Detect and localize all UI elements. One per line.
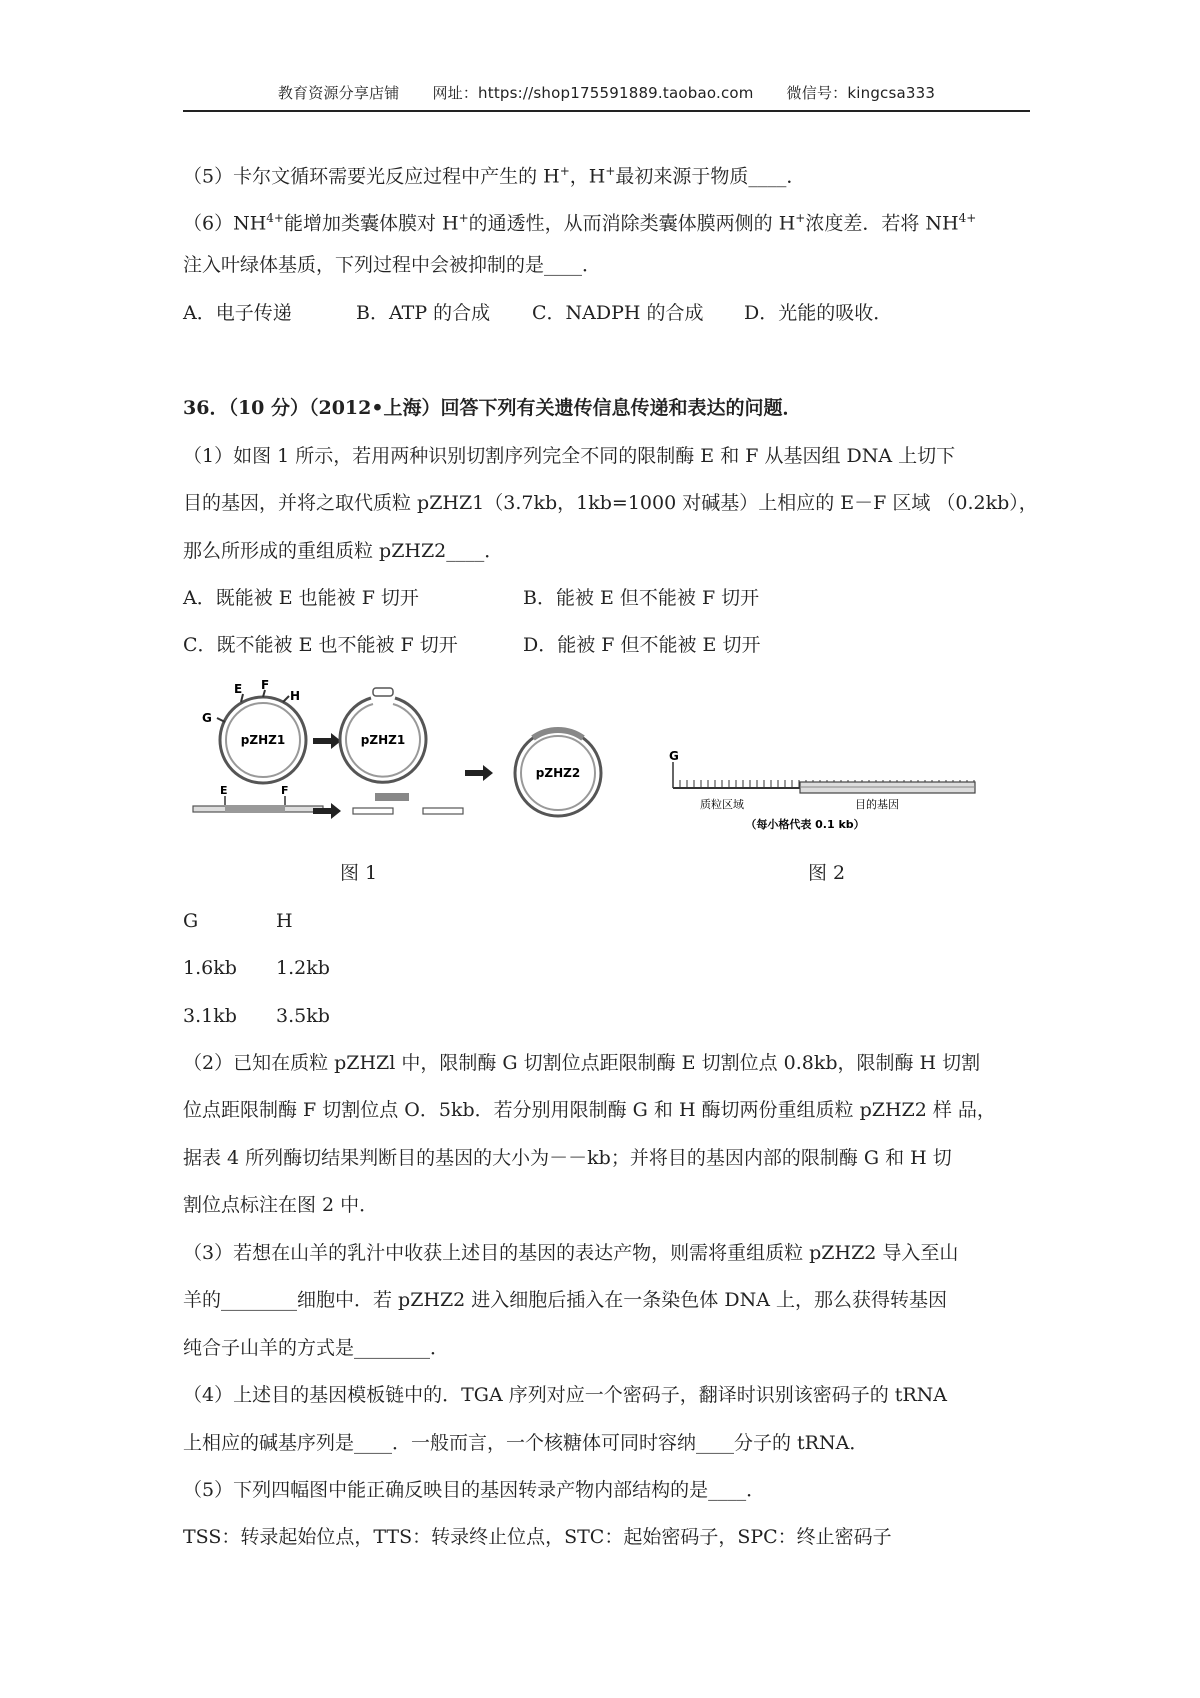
q35-option-d: D．光能的吸收．: [744, 302, 893, 324]
q36-part5-line2: TSS：转录起始位点，TTS：转录终止位点，STC：起始密码子，SPC：终止密码子: [183, 1526, 892, 1548]
figure-1: [183, 680, 683, 840]
q36-option-a: A．既能被 E 也能被 F 切开: [183, 587, 419, 609]
fig1-label-f: F: [261, 680, 270, 692]
q36-option-b: B．能被 E 但不能被 F 切开: [523, 587, 760, 609]
q35-option-b: B．ATP 的合成: [356, 302, 491, 324]
q36-part4-line2: 上相应的碱基序列是____．一般而言，一个核糖体可同时容纳____分子的 tRNA．: [183, 1432, 869, 1454]
q36-part1-line1: （1）如图 1 所示，若用两种识别切割序列完全不同的限制酶 E 和 F 从基因组 DNA 上切下: [183, 445, 956, 467]
fig1-dna-label-f: F: [281, 784, 289, 797]
q36-part3-line1: （3）若想在山羊的乳汁中收获上述目的基因的表达产物，则需将重组质粒 pZHZ2 导入至山: [183, 1242, 959, 1264]
q36-part5-line1: （5）下列四幅图中能正确反映目的基因转录产物内部结构的是____．: [183, 1479, 766, 1501]
figure-2-caption: 图 2: [808, 862, 846, 884]
q36-option-c: C．既不能被 E 也不能被 F 切开: [183, 634, 458, 656]
figure-1-caption: 图 1: [340, 862, 378, 884]
q35-option-c: C．NADPH 的合成: [532, 302, 704, 324]
fig1-dna-label-e: E: [220, 784, 228, 797]
q36-part3-line2: 羊的________细胞中．若 pZHZ2 进入细胞后插入在一条染色体 DNA 上，那么获得转基因: [183, 1289, 947, 1311]
arrow-1: [313, 733, 341, 749]
q36-part2-line4: 割位点标注在图 2 中．: [183, 1194, 379, 1216]
table-row: 1.6kb 1.2kb: [183, 957, 330, 979]
q36-part1-line3: 那么所形成的重组质粒 pZHZ2____．: [183, 540, 504, 562]
q36-options-row2: [183, 632, 760, 658]
fig1-label-g: G: [202, 711, 212, 725]
q36-title: 36．（10 分）（2012•上海）回答下列有关遗传信息传递和表达的问题．: [183, 397, 802, 419]
q35-option-a: A．电子传递: [183, 302, 292, 324]
q36-part1-line2: 目的基因，并将之取代质粒 pZHZ1（3.7kb，1kb=1000 对碱基）上相应的 E－F 区域 （0.2kb），: [183, 492, 1038, 514]
plasmid-pzhz2-label: pZHZ2: [535, 766, 581, 780]
page-header: [183, 82, 1030, 103]
fig2-region-plasmid: 质粒区域: [700, 798, 744, 811]
plasmid-pzhz1-opened-label: pZHZ1: [360, 733, 406, 747]
q36-part2-line1: （2）已知在质粒 pZHZl 中，限制酶 G 切割位点距限制酶 E 切割位点 0.8kb，限制酶 H 切割: [183, 1052, 981, 1074]
q35-part6-line1: $(6)NH^{4+}$能增加类囊体膜对 H+的通透性，从而消除类囊体膜两侧的 H+浓度差．若将 $NH^{4+}$: [183, 211, 977, 235]
fig2-note: （每小格代表 0.1 kb）: [745, 818, 865, 831]
q36-part2-line3: 据表 4 所列酶切结果判断目的基因的大小为－－kb；并将目的基因内部的限制酶 G 和 H 切: [183, 1147, 952, 1169]
q36-part3-line3: 纯合子山羊的方式是________．: [183, 1337, 450, 1359]
arrow-3: [465, 765, 493, 781]
q36-option-d: D．能被 F 但不能被 E 切开: [523, 634, 761, 656]
fig2-region-gene: 目的基因: [855, 798, 899, 811]
header-url: 网址：https://shop175591889.taobao.com: [432, 84, 754, 102]
fig1-label-e: E: [234, 682, 243, 696]
plasmid-pzhz1-label: pZHZ1: [240, 733, 286, 747]
q35-part5: （5）卡尔文循环需要光反应过程中产生的 H+，H+最初来源于物质____．: [183, 164, 806, 188]
q36-options-row1: [183, 585, 759, 611]
q35-part6-line2: 注入叶绿体基质，下列过程中会被抑制的是____．: [183, 254, 602, 276]
q35-options: [183, 300, 892, 326]
q36-part2-line2: 位点距限制酶 F 切割位点 O．5kb．若分别用限制酶 G 和 H 酶切两份重组质粒 pZHZ2 样 品，: [183, 1099, 996, 1121]
fig2-label-g: G: [669, 750, 679, 763]
header-wechat: 微信号：kingcsa333: [786, 84, 936, 102]
header-rule: [183, 110, 1030, 112]
header-shop: 教育资源分享店铺: [277, 84, 400, 102]
q36-part4-line1: （4）上述目的基因模板链中的．TGA 序列对应一个密码子，翻译时识别该密码子的 tRNA: [183, 1384, 948, 1406]
fig1-label-h: H: [290, 689, 301, 703]
table-row: 3.1kb 3.5kb: [183, 1005, 330, 1027]
figure-2: [665, 750, 985, 840]
table-row: G H: [183, 910, 293, 932]
